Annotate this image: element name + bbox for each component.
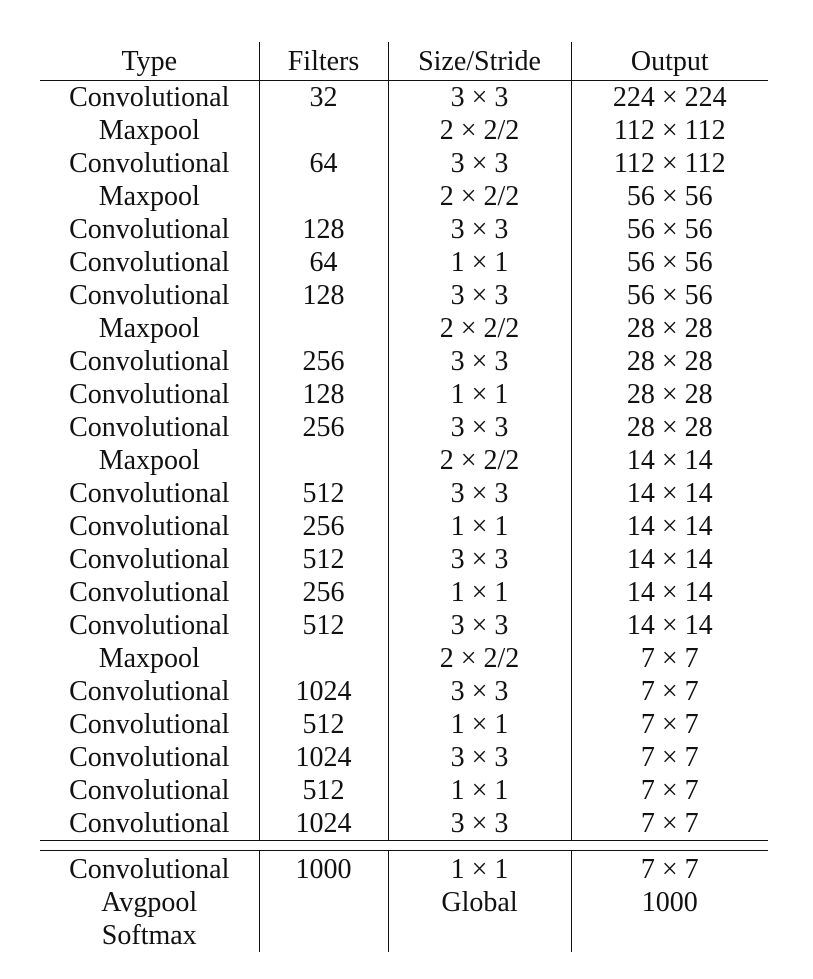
- table-row: [40, 774, 768, 807]
- cell-output: 7 × 7: [571, 642, 768, 675]
- table-row: [40, 279, 768, 312]
- cell-filters: 64: [259, 246, 388, 279]
- cell-size-stride: 2 × 2/2: [388, 180, 571, 213]
- separator-cell: [571, 841, 768, 851]
- cell-output: 7 × 7: [571, 774, 768, 807]
- cell-type: Maxpool: [98, 445, 200, 476]
- cell-filters: 256: [259, 411, 388, 444]
- table-body: [40, 81, 768, 953]
- cell-filters: 64: [259, 147, 388, 180]
- cell-size-stride: 3 × 3: [388, 477, 571, 510]
- double-rule-separator: [40, 841, 768, 851]
- cell-filters: 128: [259, 378, 388, 411]
- cell-output: 112 × 112: [571, 147, 768, 180]
- table-row: [40, 345, 768, 378]
- table-row: [40, 675, 768, 708]
- cell-output: 28 × 28: [571, 378, 768, 411]
- cell-type: Maxpool: [98, 115, 200, 146]
- cell-output: 56 × 56: [571, 180, 768, 213]
- cell-type: Maxpool: [98, 313, 200, 344]
- cell-size-stride: 3 × 3: [388, 675, 571, 708]
- cell-filters: 1000: [259, 851, 388, 887]
- cell-type: Convolutional: [69, 412, 230, 443]
- cell-size-stride: 1 × 1: [388, 510, 571, 543]
- cell-type: Convolutional: [69, 379, 230, 410]
- cell-type: Convolutional: [69, 511, 230, 542]
- header-type: Type: [40, 42, 259, 81]
- cell-filters: 128: [259, 279, 388, 312]
- cell-filters: 256: [259, 510, 388, 543]
- cell-output: 56 × 56: [571, 279, 768, 312]
- cell-filters: 512: [259, 708, 388, 741]
- cell-size-stride: 2 × 2/2: [388, 444, 571, 477]
- cell-type: Convolutional: [69, 709, 230, 740]
- cell-output: 7 × 7: [571, 851, 768, 887]
- cell-filters: 512: [259, 543, 388, 576]
- cell-type: Convolutional: [69, 247, 230, 278]
- cell-size-stride: 1 × 1: [388, 576, 571, 609]
- cell-filters: [259, 919, 388, 952]
- table-row: [40, 642, 768, 675]
- cell-size-stride: 1 × 1: [388, 246, 571, 279]
- cell-size-stride: 3 × 3: [388, 411, 571, 444]
- cell-type: Convolutional: [69, 676, 230, 707]
- cell-output: 14 × 14: [571, 510, 768, 543]
- cell-size-stride: 1 × 1: [388, 774, 571, 807]
- cell-output: 56 × 56: [571, 246, 768, 279]
- cell-filters: 32: [259, 81, 388, 115]
- architecture-table: [40, 42, 768, 952]
- cell-size-stride: 3 × 3: [388, 807, 571, 841]
- cell-filters: [259, 642, 388, 675]
- table-row: [40, 807, 768, 841]
- cell-output: 7 × 7: [571, 807, 768, 841]
- cell-size-stride: 2 × 2/2: [388, 114, 571, 147]
- table-row: [40, 543, 768, 576]
- cell-type: Convolutional: [69, 775, 230, 806]
- separator-cell: [259, 841, 388, 851]
- cell-size-stride: 2 × 2/2: [388, 312, 571, 345]
- cell-output: 14 × 14: [571, 543, 768, 576]
- architecture-table-container: [40, 42, 768, 952]
- cell-type: Convolutional: [69, 854, 230, 885]
- table-header: [40, 42, 768, 81]
- table-row: [40, 411, 768, 444]
- cell-filters: 256: [259, 576, 388, 609]
- table-row: [40, 114, 768, 147]
- cell-size-stride: [388, 919, 571, 952]
- table-row: [40, 378, 768, 411]
- cell-type: Convolutional: [69, 280, 230, 311]
- cell-size-stride: 1 × 1: [388, 378, 571, 411]
- table-row: [40, 81, 768, 115]
- cell-size-stride: 3 × 3: [388, 543, 571, 576]
- cell-filters: [259, 886, 388, 919]
- cell-size-stride: 1 × 1: [388, 851, 571, 887]
- cell-type: Convolutional: [69, 478, 230, 509]
- cell-size-stride: 3 × 3: [388, 279, 571, 312]
- cell-size-stride: 3 × 3: [388, 741, 571, 774]
- cell-type: Convolutional: [69, 577, 230, 608]
- cell-size-stride: 2 × 2/2: [388, 642, 571, 675]
- cell-output: 112 × 112: [571, 114, 768, 147]
- cell-filters: 512: [259, 774, 388, 807]
- cell-output: 1000: [571, 886, 768, 919]
- table-row: [40, 312, 768, 345]
- table-row: [40, 708, 768, 741]
- table-row: [40, 246, 768, 279]
- table-row: [40, 851, 768, 887]
- cell-output: 14 × 14: [571, 444, 768, 477]
- cell-output: 7 × 7: [571, 741, 768, 774]
- cell-output: 14 × 14: [571, 609, 768, 642]
- cell-filters: 256: [259, 345, 388, 378]
- header-output: Output: [571, 42, 768, 81]
- header-filters: Filters: [259, 42, 388, 81]
- cell-size-stride: 3 × 3: [388, 345, 571, 378]
- cell-type: Avgpool: [101, 887, 198, 918]
- table-row: [40, 444, 768, 477]
- cell-filters: 512: [259, 609, 388, 642]
- cell-filters: 1024: [259, 741, 388, 774]
- cell-filters: [259, 180, 388, 213]
- cell-filters: [259, 312, 388, 345]
- separator-cell: [40, 841, 259, 851]
- cell-type: Convolutional: [69, 148, 230, 179]
- cell-output: 56 × 56: [571, 213, 768, 246]
- cell-output: 28 × 28: [571, 411, 768, 444]
- cell-filters: 1024: [259, 807, 388, 841]
- cell-size-stride: 3 × 3: [388, 609, 571, 642]
- cell-type: Convolutional: [69, 742, 230, 773]
- table-row: [40, 741, 768, 774]
- cell-type: Softmax: [101, 920, 197, 951]
- cell-type: Convolutional: [69, 808, 230, 839]
- header-row: [40, 42, 768, 81]
- cell-output: 7 × 7: [571, 675, 768, 708]
- cell-filters: [259, 114, 388, 147]
- table-row: [40, 576, 768, 609]
- cell-filters: 128: [259, 213, 388, 246]
- cell-type: Convolutional: [69, 214, 230, 245]
- cell-type: Maxpool: [98, 181, 200, 212]
- cell-type: Convolutional: [69, 544, 230, 575]
- cell-output: 224 × 224: [571, 81, 768, 115]
- table-row: [40, 147, 768, 180]
- cell-size-stride: 3 × 3: [388, 213, 571, 246]
- header-size-stride: Size/Stride: [388, 42, 571, 81]
- table-row: [40, 180, 768, 213]
- cell-filters: 512: [259, 477, 388, 510]
- cell-type: Convolutional: [69, 82, 230, 113]
- cell-filters: 1024: [259, 675, 388, 708]
- cell-output: [571, 919, 768, 952]
- table-row: [40, 609, 768, 642]
- table-row: [40, 477, 768, 510]
- table-row: [40, 919, 768, 952]
- cell-type: Convolutional: [69, 610, 230, 641]
- table-row: [40, 886, 768, 919]
- cell-size-stride: 3 × 3: [388, 81, 571, 115]
- cell-type: Convolutional: [69, 346, 230, 377]
- cell-output: 7 × 7: [571, 708, 768, 741]
- cell-size-stride: 3 × 3: [388, 147, 571, 180]
- separator-cell: [388, 841, 571, 851]
- cell-size-stride: 1 × 1: [388, 708, 571, 741]
- cell-output: 28 × 28: [571, 345, 768, 378]
- cell-output: 28 × 28: [571, 312, 768, 345]
- table-row: [40, 510, 768, 543]
- cell-type: Maxpool: [98, 643, 200, 674]
- table-row: [40, 213, 768, 246]
- cell-size-stride: Global: [388, 886, 571, 919]
- cell-output: 14 × 14: [571, 477, 768, 510]
- cell-filters: [259, 444, 388, 477]
- cell-output: 14 × 14: [571, 576, 768, 609]
